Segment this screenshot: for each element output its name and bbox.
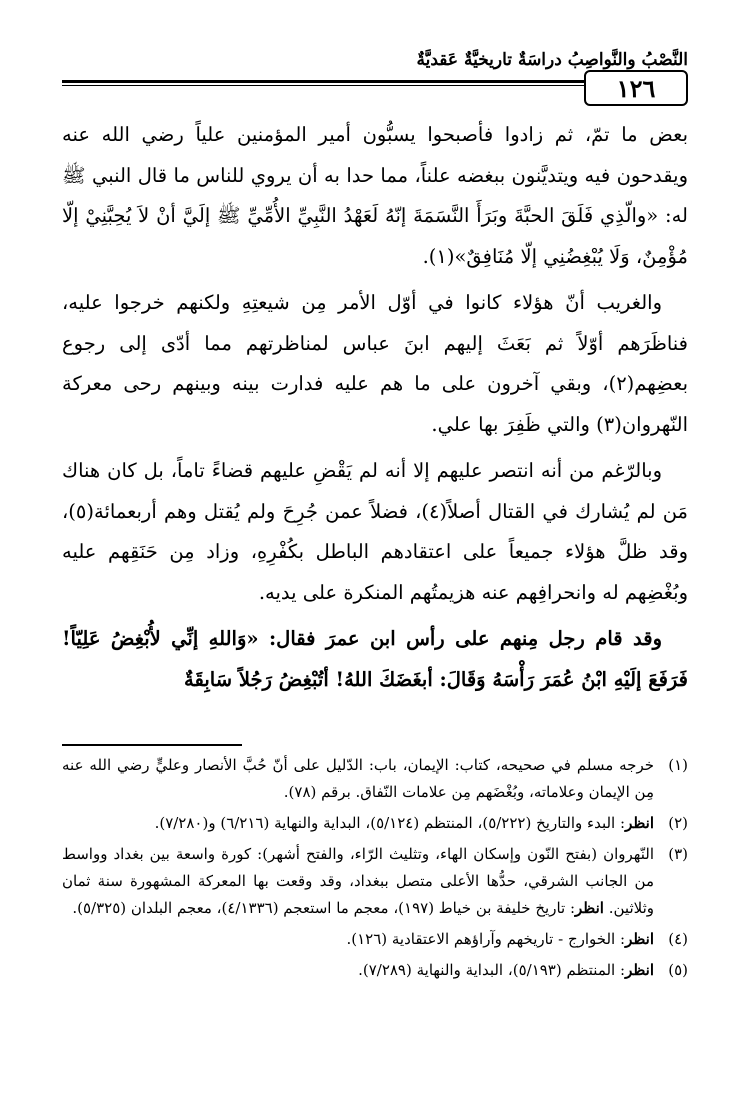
footnote-label: انظر bbox=[625, 961, 654, 979]
footnote bbox=[62, 810, 688, 837]
book-title: النَّصْبُ والنَّواصِبُ دراسَةٌ تاريخيَّةٌ عَقديَّةٌ bbox=[416, 50, 688, 70]
footnote-body: : البدء والتاريخ (٥/٢٢٢)، المنتظم (٥/١٢٤)، البداية والنهاية (٦/٢١٦) و(٧/٢٨٠). bbox=[154, 814, 626, 832]
paragraph: وقد قام رجل مِنهم على رأس ابن عمرَ فقال: «وَاللهِ إنِّي لأُبْغِضُ عَلِيّاً! فَرَفَعَ إلَيْهِ ابْنُ عُمَرَ رَأْسَهُ وَقَالَ: أبغَضَكَ اللهُ! أتُبْغِضُ رَجُلاً سَابِقَةٌ bbox=[62, 627, 688, 691]
paragraph: وبالرّغم من أنه انتصر عليهم إلا أنه لم يَقْضِ عليهم قضاءً تاماً، بل كان هناك مَن لم يُشارك في القتال أصلاً(٤)، فضلاً عمن جُرِحَ ولم يُقتل وهم أربعمائة(٥)، وقد ظلَّ هؤلاء جميعاً على اعتقادهم الباطل بكُفْرِهِ، وزاد مِن حَنَقِهم عليه وبُغْضِهم له وانحرافِهم عنه هزيمتُهم المنكرة على يديه. bbox=[62, 459, 688, 604]
footnote-number: (٥) bbox=[668, 961, 688, 979]
footnotes bbox=[62, 752, 688, 988]
footnote-number: (٣) bbox=[668, 845, 688, 863]
paragraph: بعض ما تمّ، ثم زادوا فأصبحوا يسبُّون أمير المؤمنين علياً رضي الله عنه ويقدحون فيه ويتديَّنون ببغضه علناً، مما حدا به أن يروي للناس ما قال النبي ﷺ له: «والّذِي فَلَقَ الحبَّةَ وبَرَأَ النَّسَمَةَ إنّهُ لَعَهْدُ النَّبِيِّ الأُمِّيِّ ﷺ إلَيَّ أنْ لاَ يُحِبَّنِيْ إلّا مُؤْمِنٌ، وَلَا يُبْغِضُنِي إلّا مُنَافِقٌ»(١). bbox=[62, 123, 688, 268]
main-text bbox=[62, 115, 688, 706]
footnote-body: : الخوارج - تاريخهم وآراؤهم الاعتقادية (١٢٦). bbox=[346, 930, 626, 948]
footnote-number: (٤) bbox=[668, 930, 688, 948]
footnote bbox=[62, 926, 688, 953]
page-header bbox=[62, 40, 688, 104]
footnote-body: النّهروان (بفتح النّون وإسكان الهاء، وتثليث الرّاء، والفتح أشهر): كورة واسعة بين بغداد وواسط من الجانب الشرقي، حدُّها الأعلى متصل ببغداد، وقد وقعت بها المعركة المشهورة سنة ثمان وثلاثين. bbox=[62, 845, 654, 917]
footnote bbox=[62, 752, 688, 806]
footnote-number: (١) bbox=[668, 756, 688, 774]
page-number-box bbox=[584, 70, 688, 106]
footnote-text bbox=[62, 810, 654, 837]
page-number: ١٢٦ bbox=[616, 73, 656, 103]
footnote bbox=[62, 957, 688, 984]
paragraph: والغريب أنّ هؤلاء كانوا في أوّل الأمر مِن شيعتِهِ ولكنهم خرجوا عليه، فناظَرَهم أوّلاً ثم بَعَثَ إليهم ابنَ عباس لمناظرتهم مما أدّى إلى رجوع بعضِهم(٢)، وبقي آخرون على ما هم عليه فدارت بينه وبينهم رحى معركة النّهروان(٣) والتي ظَفِرَ بها علي. bbox=[62, 291, 688, 436]
footnote-label: انظر bbox=[625, 814, 654, 832]
footnote-label: انظر bbox=[625, 930, 654, 948]
footnote-divider bbox=[62, 744, 242, 746]
footnote-text bbox=[62, 957, 654, 984]
footnote-body: : تاريخ خليفة بن خياط (١٩٧)، معجم ما استعجم (٤/١٣٣٦)، معجم البلدان (٥/٣٢٥). bbox=[72, 899, 576, 917]
footnote-text bbox=[62, 926, 654, 953]
footnote-text: خرجه مسلم في صحيحه، كتاب: الإيمان، باب: الدّليل على أنّ حُبَّ الأنصار وعليٍّ رضي الله عنه مِن الإيمان وعلاماته، وبُغْضَهم مِن علامات النّفاق. برقم (٧٨). bbox=[62, 756, 654, 801]
footnote-text bbox=[62, 841, 654, 922]
footnote-label: انظر bbox=[575, 899, 604, 917]
footnote bbox=[62, 841, 688, 922]
footnote-body: : المنتظم (٥/١٩٣)، البداية والنهاية (٧/٢٨٩). bbox=[358, 961, 626, 979]
footnote-number: (٢) bbox=[668, 814, 688, 832]
